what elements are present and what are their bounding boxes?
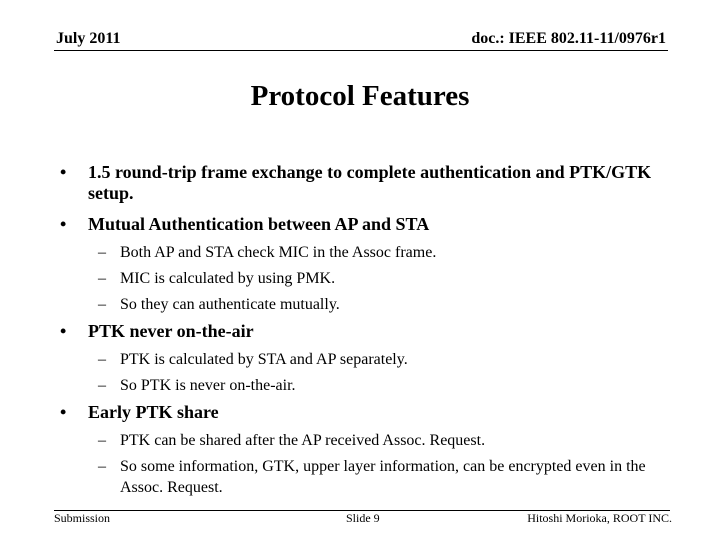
dash-icon: –	[98, 351, 106, 368]
bullet-dot-icon: •	[60, 162, 67, 182]
dash-icon: –	[98, 458, 106, 475]
dash-icon: –	[98, 432, 106, 449]
sub-bullet-text: PTK can be shared after the AP received Assoc. Request.	[120, 432, 486, 449]
header-date: July 2011	[56, 30, 121, 47]
footer-submission: Submission	[54, 511, 111, 525]
bullet-text: Mutual Authentication between AP and STA	[88, 214, 430, 234]
header-rule	[54, 50, 668, 51]
bullet-dot-icon: •	[60, 321, 67, 341]
header-doc-id: doc.: IEEE 802.11-11/0976r1	[471, 30, 666, 47]
sub-bullet-text: So they can authenticate mutually.	[120, 296, 340, 313]
sub-bullet-text: So some information, GTK, upper layer information, can be encrypted even in the Assoc. Request.	[120, 458, 646, 496]
sub-bullet-text: MIC is calculated by using PMK.	[120, 270, 336, 287]
dash-icon: –	[98, 296, 106, 313]
dash-icon: –	[98, 377, 106, 394]
sub-bullet-text: So PTK is never on-the-air.	[120, 377, 296, 394]
sub-bullet-text: PTK is calculated by STA and AP separately.	[120, 351, 408, 368]
footer-author: Hitoshi Morioka, ROOT INC.	[527, 511, 672, 525]
bullet-text: 1.5 round-trip frame exchange to complete authentication and PTK/GTK setup.	[88, 162, 652, 203]
bullet-text: Early PTK share	[88, 402, 219, 422]
slide-title: Protocol Features	[250, 80, 470, 112]
footer-slide-number: Slide 9	[346, 511, 380, 525]
dash-icon: –	[98, 244, 106, 261]
bullet-dot-icon: •	[60, 214, 67, 234]
dash-icon: –	[98, 270, 106, 287]
bullet-text: PTK never on-the-air	[88, 321, 254, 341]
bullet-dot-icon: •	[60, 402, 67, 422]
sub-bullet-text: Both AP and STA check MIC in the Assoc frame.	[120, 244, 437, 261]
